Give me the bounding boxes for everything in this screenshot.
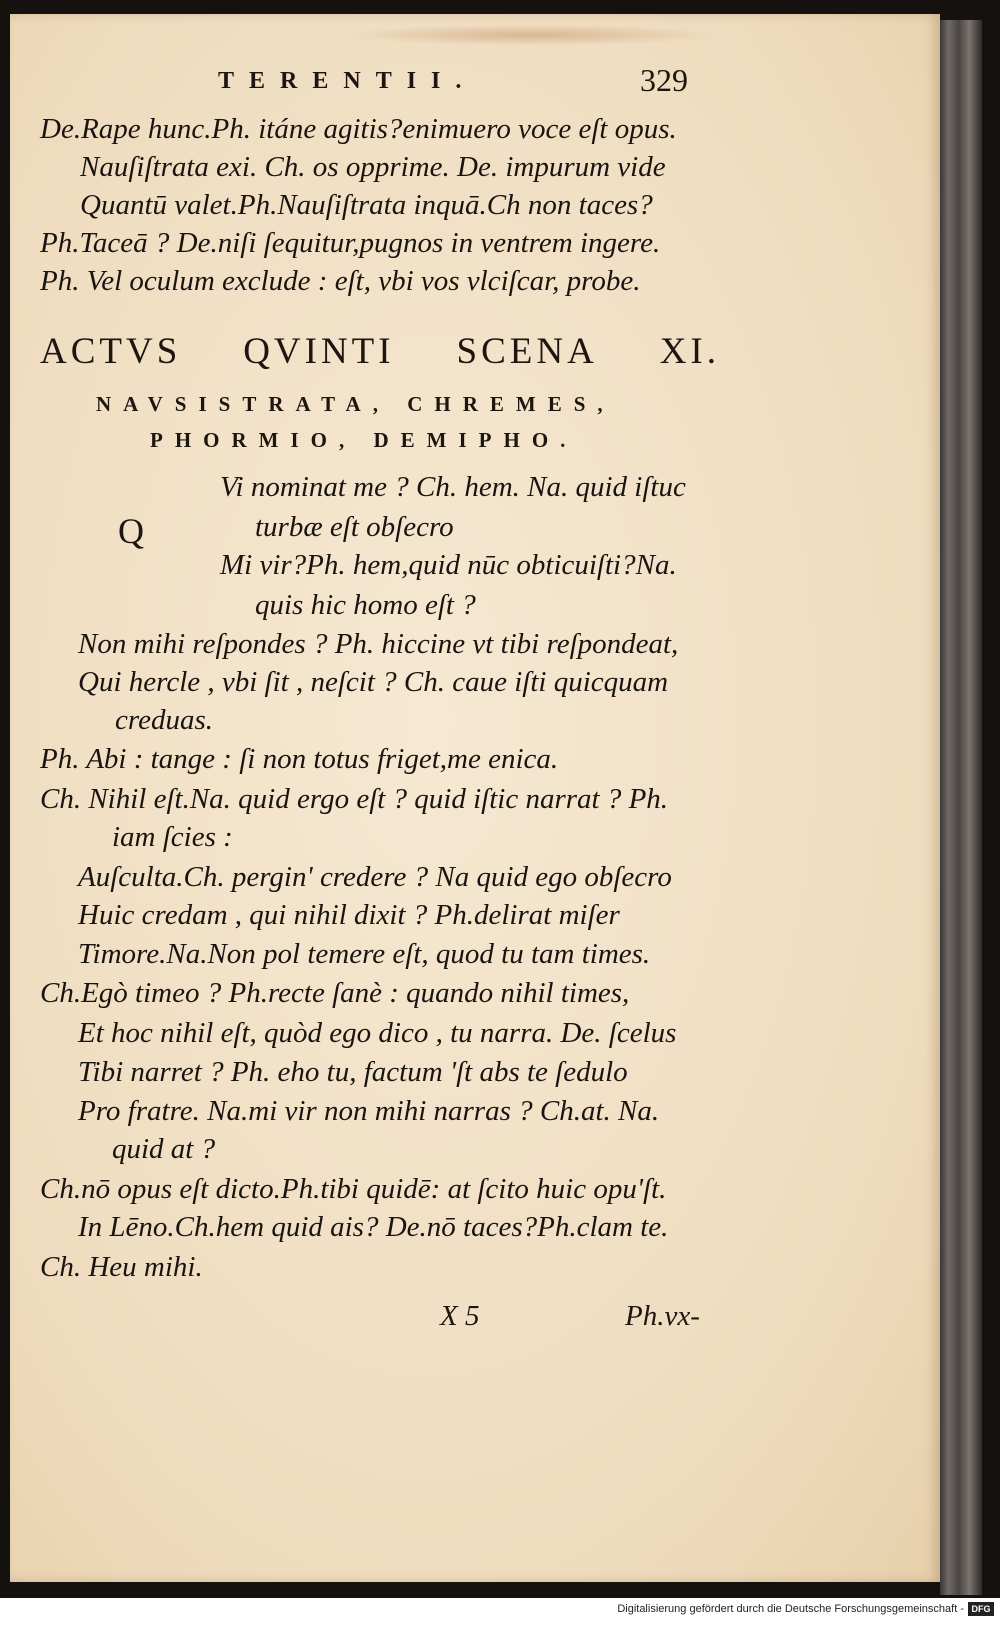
page-edge	[940, 20, 982, 1595]
text-line: Ch. Heu mihi.	[40, 1251, 203, 1283]
text-line: Timore.Na.Non pol temere eſt, quod tu tam times.	[78, 938, 651, 970]
personae-line: NAVSISTRATA, CHREMES,	[96, 392, 615, 416]
text-line: De.Rape hunc.Ph. itáne agitis?enimuero voce eſt opus.	[40, 113, 677, 145]
text-line: Auſculta.Ch. pergin' credere ? Na quid ego obſecro	[78, 861, 672, 893]
catchword: Ph.vx-	[625, 1300, 700, 1332]
page-stain	[340, 24, 720, 46]
text-line: Ph. Vel oculum exclude : eſt, vbi vos vlciſcar, probe.	[40, 265, 641, 297]
text-line: Ph.Taceā ? De.niſi ſequitur,pugnos in ventrem ingere.	[40, 227, 661, 259]
scene-title-word: QVINTI	[243, 331, 395, 372]
page-number: 329	[640, 62, 688, 98]
text-line: In Lēno.Ch.hem quid ais? De.nō taces?Ph.clam te.	[78, 1211, 669, 1243]
scene-title-word: XI.	[659, 331, 720, 372]
footer-credit: Digitalisierung gefördert durch die Deutsche Forschungsgemeinschaft -	[617, 1603, 964, 1615]
text-line: Mi vir?Ph. hem,quid nūc obticuiſti?Na.	[220, 549, 677, 581]
text-line: Pro fratre. Na.mi vir non mihi narras ? Ch.at. Na.	[78, 1095, 660, 1127]
signature-mark: X 5	[440, 1300, 480, 1332]
text-line: quid at ?	[112, 1133, 216, 1165]
text-line: Ch.Egò timeo ? Ph.recte ſanè : quando nihil times,	[40, 977, 630, 1009]
text-line: creduas.	[115, 704, 213, 736]
text-line: Nauſiſtrata exi. Ch. os opprime. De. impurum vide	[80, 151, 666, 183]
scene-title	[40, 330, 720, 373]
personae-line: PHORMIO, DEMIPHO.	[150, 428, 578, 452]
text-line: Qui hercle , vbi ſit , neſcit ? Ch. caue iſti quicquam	[78, 666, 669, 698]
running-head: TERENTII.	[218, 68, 477, 94]
text-line: Quantū valet.Ph.Nauſiſtrata inquā.Ch non taces?	[80, 189, 653, 221]
dfg-logo: DFG	[968, 1602, 994, 1616]
scene-title-word: ACTVS	[40, 331, 182, 372]
text-line: Ph. Abi : tange : ſi non totus friget,me enica.	[40, 743, 559, 775]
text-line: quis hic homo eſt ?	[255, 589, 476, 621]
drop-cap: Q	[118, 511, 144, 551]
text-line: Tibi narret ? Ph. eho tu, factum 'ſt abs te ſedulo	[78, 1056, 628, 1088]
text-line: Ch.nō opus eſt dicto.Ph.tibi quidē: at ſcito huic opu'ſt.	[40, 1173, 667, 1205]
text-line: Vi nominat me ? Ch. hem. Na. quid iſtuc	[220, 471, 686, 503]
footer-bar	[0, 1598, 1000, 1625]
text-line: turbæ eſt obſecro	[255, 511, 454, 543]
text-line: Non mihi reſpondes ? Ph. hiccine vt tibi reſpondeat,	[78, 628, 679, 660]
text-line: Et hoc nihil eſt, quòd ego dico , tu narra. De. ſcelus	[78, 1017, 677, 1049]
scene-title-word: SCENA	[456, 331, 598, 372]
text-line: Ch. Nihil eſt.Na. quid ergo eſt ? quid iſtic narrat ? Ph.	[40, 783, 669, 815]
text-line: Huic credam , qui nihil dixit ? Ph.delirat miſer	[78, 899, 620, 931]
text-line: iam ſcies :	[112, 821, 233, 853]
